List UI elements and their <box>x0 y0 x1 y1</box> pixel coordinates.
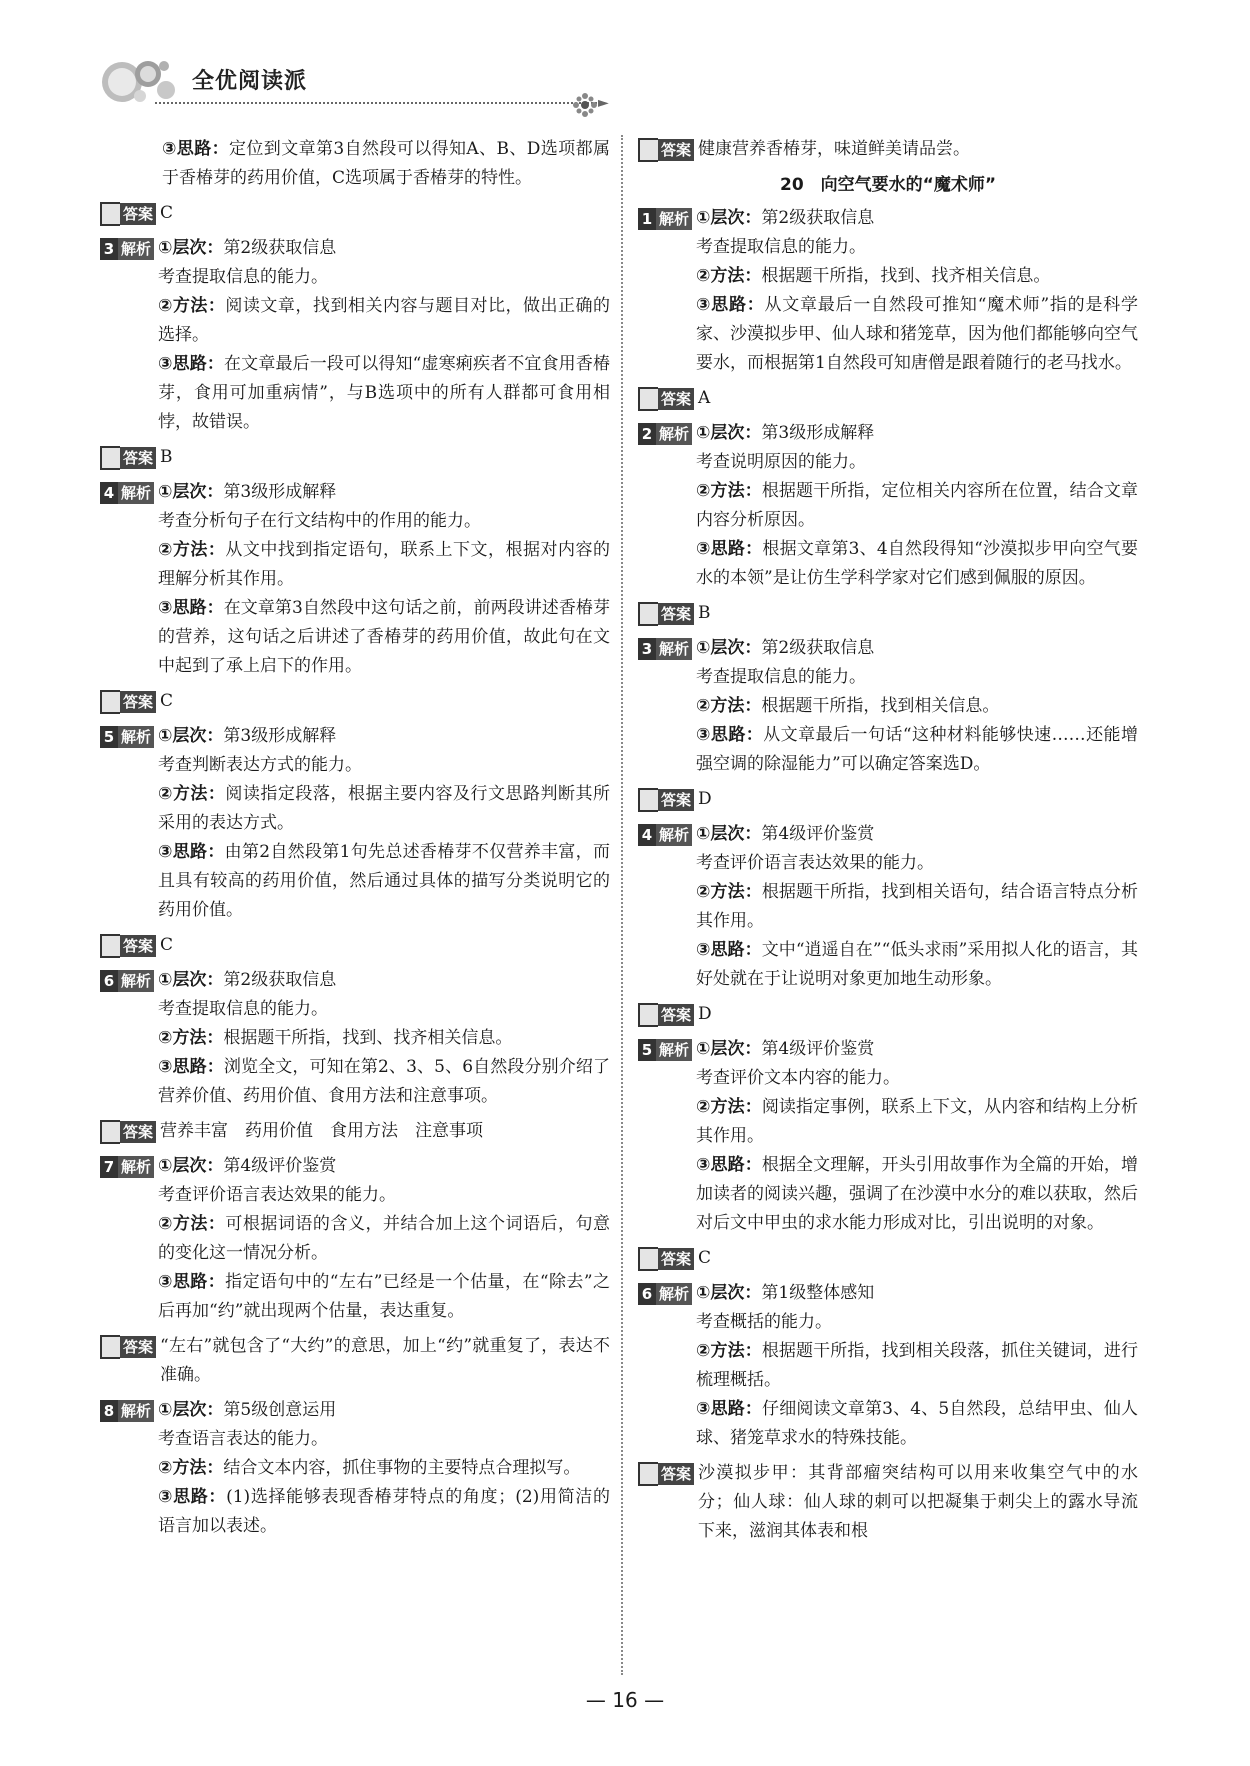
analysis-block <box>100 234 610 437</box>
answer-body <box>160 931 610 960</box>
analysis-line <box>696 1151 1138 1238</box>
line-label: ③思路： <box>696 1155 762 1175</box>
tag-label: 答案 <box>120 203 156 225</box>
line-text: 根据文章第3、4自然段得知“沙漠拟步甲向空气要水的本领”是让仿生学科学家对它们感到佩服的原因。 <box>696 539 1138 588</box>
analysis-line <box>696 634 1138 663</box>
question-number: 2 <box>638 423 656 445</box>
analysis-body <box>696 1035 1138 1238</box>
tag-label: 答案 <box>658 1248 694 1270</box>
answer-block <box>638 1459 1138 1546</box>
answer-tag <box>638 138 694 162</box>
answer-text: B <box>698 603 711 623</box>
answer-text: B <box>160 447 173 467</box>
line-text: 根据题干所指，找到相关信息。 <box>761 696 1000 716</box>
line-text: 考查概括的能力。 <box>696 1312 833 1332</box>
answer-tag <box>638 1462 694 1486</box>
analysis-line <box>696 419 1138 448</box>
analysis-body <box>158 234 610 437</box>
answer-block <box>100 1332 610 1390</box>
line-text: 结合文本内容，抓住事物的主要特点合理拟写。 <box>223 1458 581 1478</box>
line-text: 可根据词语的含义，并结合加上这个词语后，句意的变化这一情况分析。 <box>158 1214 610 1263</box>
tag-label: 解析 <box>656 1283 692 1305</box>
answer-icon <box>100 446 120 470</box>
right-column <box>638 135 1138 1552</box>
answer-body <box>160 1117 610 1146</box>
question-number: 7 <box>100 1156 118 1178</box>
analysis-line <box>696 663 1138 692</box>
question-number: 1 <box>638 208 656 230</box>
analysis-line <box>696 878 1138 936</box>
line-label: ③思路： <box>158 354 225 374</box>
answer-tag <box>100 690 156 714</box>
answer-tag <box>100 934 156 958</box>
analysis-line <box>158 507 610 536</box>
line-text: 第3级形成解释 <box>223 726 337 746</box>
analysis-line <box>158 263 610 292</box>
question-number: 5 <box>100 726 118 748</box>
analysis-block <box>100 478 610 681</box>
line-label: ②方法： <box>696 266 762 286</box>
line-text: 由第2自然段第1句先总述香椿芽不仅营养丰富，而且具有较高的药用价值，然后通过具体的描写分类说明它的药用价值。 <box>158 842 610 920</box>
answer-icon <box>100 202 120 226</box>
line-label: ③思路： <box>696 295 765 315</box>
line-label: ③思路： <box>696 1399 763 1419</box>
analysis-line <box>696 448 1138 477</box>
answer-text: C <box>698 1248 712 1268</box>
question-number: 5 <box>638 1039 656 1061</box>
analysis-body <box>158 478 610 681</box>
column-divider <box>621 135 623 1675</box>
analysis-line <box>158 780 610 838</box>
analysis-line <box>158 1454 610 1483</box>
answer-block <box>638 135 1138 164</box>
tag-label: 答案 <box>120 447 156 469</box>
line-label: ③思路： <box>162 139 229 159</box>
analysis-line <box>696 1093 1138 1151</box>
analysis-line <box>158 1425 610 1454</box>
analysis-line <box>158 1152 610 1181</box>
line-label: ①层次： <box>158 726 224 746</box>
answer-block <box>638 599 1138 628</box>
tag-label: 答案 <box>120 1336 156 1358</box>
analysis-line <box>158 478 610 507</box>
analysis-tag <box>638 422 692 446</box>
analysis-line <box>696 721 1138 779</box>
answer-text: 健康营养香椿芽，味道鲜美请品尝。 <box>698 139 971 159</box>
line-text: 考查提取信息的能力。 <box>696 237 867 257</box>
line-text: 从文章最后一自然段可推知“魔术师”指的是科学家、沙漠拟步甲、仙人球和猪笼草，因为他们都能够向空气要水，而根据第1自然段可知唐僧是跟着随行的老马找水。 <box>696 295 1139 373</box>
answer-body <box>160 199 610 228</box>
analysis-tag <box>638 1038 692 1062</box>
answer-block <box>638 785 1138 814</box>
page-number: — 16 — <box>585 1688 665 1712</box>
tag-label: 答案 <box>120 1121 156 1143</box>
answer-tag <box>100 202 156 226</box>
answer-body <box>698 1000 1138 1029</box>
analysis-line <box>162 135 610 193</box>
analysis-body <box>696 204 1138 378</box>
analysis-body <box>158 1152 610 1326</box>
line-text: 浏览全文，可知在第2、3、5、6自然段分别介绍了营养价值、药用价值、食用方法和注意事项。 <box>158 1057 610 1106</box>
answer-tag <box>638 602 694 626</box>
line-label: ①层次： <box>158 1400 224 1420</box>
line-text: 第2级获取信息 <box>761 638 875 658</box>
question-number: 4 <box>638 824 656 846</box>
answer-text: D <box>698 1004 712 1024</box>
answer-block <box>100 931 610 960</box>
answer-tag <box>638 1003 694 1027</box>
line-text: 仔细阅读文章第3、4、5自然段，总结甲虫、仙人球、猪笼草求水的特殊技能。 <box>696 1399 1138 1448</box>
tag-label: 解析 <box>656 423 692 445</box>
analysis-line <box>158 1483 610 1541</box>
tag-label: 答案 <box>658 603 694 625</box>
answer-icon <box>638 1247 658 1271</box>
analysis-line <box>158 966 610 995</box>
answer-icon <box>638 1003 658 1027</box>
line-text: 第4级评价鉴赏 <box>223 1156 337 1176</box>
analysis-line <box>696 1395 1138 1453</box>
analysis-line <box>158 594 610 681</box>
answer-body <box>698 384 1138 413</box>
line-text: 根据题干所指，找到、找齐相关信息。 <box>223 1028 513 1048</box>
question-number: 4 <box>100 482 118 504</box>
analysis-line <box>696 535 1138 593</box>
analysis-tag <box>100 725 154 749</box>
line-label: ①层次： <box>696 1283 762 1303</box>
header-dotted-line <box>155 102 605 104</box>
analysis-line <box>158 234 610 263</box>
line-text: 第2级获取信息 <box>223 238 337 258</box>
line-label: ②方法： <box>158 1458 224 1478</box>
answer-icon <box>638 1462 658 1486</box>
answer-tag <box>100 446 156 470</box>
line-label: ②方法： <box>696 882 762 902</box>
tag-label: 解析 <box>656 1039 692 1061</box>
line-text: 根据题干所指，找到相关段落，抓住关键词，进行梳理概括。 <box>696 1341 1138 1390</box>
tag-label: 解析 <box>118 238 154 260</box>
question-number: 6 <box>100 970 118 992</box>
line-text: 考查提取信息的能力。 <box>696 667 867 687</box>
line-label: ①层次： <box>696 208 762 228</box>
answer-tag <box>638 788 694 812</box>
answer-body <box>698 1459 1138 1546</box>
analysis-body <box>696 820 1138 994</box>
line-label: ①层次： <box>158 970 224 990</box>
analysis-line <box>696 1279 1138 1308</box>
line-text: 第2级获取信息 <box>223 970 337 990</box>
answer-block <box>638 1000 1138 1029</box>
analysis-line <box>158 838 610 925</box>
line-label: ①层次： <box>696 824 762 844</box>
line-text: 从文中找到指定语句，联系上下文，根据对内容的理解分析其作用。 <box>158 540 610 589</box>
tag-label: 答案 <box>658 789 694 811</box>
line-label: ③思路： <box>696 725 764 745</box>
analysis-line <box>696 849 1138 878</box>
analysis-line <box>158 536 610 594</box>
answer-text: D <box>698 789 712 809</box>
arrow-icon: ► <box>598 95 609 111</box>
tag-label: 答案 <box>120 935 156 957</box>
bubbles-icon <box>100 52 180 107</box>
line-label: ②方法： <box>158 296 226 316</box>
answer-body <box>698 785 1138 814</box>
tag-label: 解析 <box>118 1400 154 1422</box>
answer-icon <box>638 387 658 411</box>
question-number: 6 <box>638 1283 656 1305</box>
tag-label: 解析 <box>656 638 692 660</box>
answer-block <box>100 443 610 472</box>
line-text: 根据全文理解，开头引用故事作为全篇的开始，增加读者的阅读兴趣，强调了在沙漠中水分的难以获取，然后对后文中甲虫的求水能力形成对比，引出说明的对象。 <box>696 1155 1139 1233</box>
analysis-line <box>158 292 610 350</box>
analysis-line <box>696 1308 1138 1337</box>
line-label: ③思路： <box>158 1272 226 1292</box>
line-text: 第2级获取信息 <box>761 208 875 228</box>
analysis-block <box>100 966 610 1111</box>
tag-label: 解析 <box>656 208 692 230</box>
analysis-block <box>638 634 1138 779</box>
analysis-line <box>696 233 1138 262</box>
line-text: 在文章最后一段可以得知“虚寒痢疾者不宜食用香椿芽，食用可加重病情”，与B选项中的所有人群都可食用相悖，故错误。 <box>158 354 610 432</box>
analysis-line <box>696 1337 1138 1395</box>
line-label: ②方法： <box>158 540 226 560</box>
tag-label: 解析 <box>118 482 154 504</box>
answer-text: 营养丰富 药用价值 食用方法 注意事项 <box>160 1121 484 1141</box>
answer-text: 沙漠拟步甲：其背部瘤突结构可以用来收集空气中的水分；仙人球：仙人球的刺可以把凝集于刺尖上的露水导流下来，滋润其体表和根 <box>698 1463 1138 1541</box>
answer-text: C <box>160 935 174 955</box>
line-label: ①层次： <box>158 238 224 258</box>
answer-tag <box>638 1247 694 1271</box>
line-label: ③思路： <box>158 598 224 618</box>
analysis-body <box>158 1396 610 1541</box>
line-text: 文中“逍遥自在”“低头求雨”采用拟人化的语言，其好处就在于让说明对象更加地生动形象。 <box>696 940 1138 989</box>
line-label: ②方法： <box>696 1341 762 1361</box>
analysis-line <box>158 1181 610 1210</box>
line-text: 考查评价语言表达效果的能力。 <box>696 853 935 873</box>
answer-tag <box>100 1335 156 1359</box>
analysis-block <box>100 722 610 925</box>
analysis-line <box>158 1268 610 1326</box>
answer-body <box>160 443 610 472</box>
analysis-line <box>696 477 1138 535</box>
line-label: ②方法： <box>158 784 226 804</box>
answer-text: C <box>160 691 174 711</box>
analysis-line <box>158 995 610 1024</box>
line-label: ②方法： <box>158 1214 226 1234</box>
analysis-line <box>158 1210 610 1268</box>
tag-label: 解析 <box>656 824 692 846</box>
answer-body <box>160 687 610 716</box>
answer-icon <box>100 934 120 958</box>
line-text: 第3级形成解释 <box>223 482 337 502</box>
analysis-tag <box>638 207 692 231</box>
analysis-tag <box>638 1282 692 1306</box>
analysis-line <box>158 1053 610 1111</box>
tag-label: 解析 <box>118 970 154 992</box>
line-label: ②方法： <box>696 1097 762 1117</box>
analysis-line <box>696 936 1138 994</box>
line-text: 第5级创意运用 <box>223 1400 337 1420</box>
line-label: ②方法： <box>696 481 762 501</box>
analysis-block <box>638 820 1138 994</box>
analysis-tag <box>100 969 154 993</box>
brand-title: 全优阅读派 <box>192 69 308 94</box>
line-text: 阅读指定段落，根据主要内容及行文思路判断其所采用的表达方式。 <box>158 784 610 833</box>
question-number: 8 <box>100 1400 118 1422</box>
line-label: ③思路： <box>696 539 763 559</box>
line-text: 第4级评价鉴赏 <box>761 824 875 844</box>
analysis-tag <box>100 481 154 505</box>
line-label: ③思路： <box>696 940 762 960</box>
line-label: ①层次： <box>158 1156 224 1176</box>
analysis-line <box>696 1064 1138 1093</box>
line-text: 考查说明原因的能力。 <box>696 452 867 472</box>
line-text: 第4级评价鉴赏 <box>761 1039 875 1059</box>
line-text: 考查评价语言表达效果的能力。 <box>158 1185 397 1205</box>
analysis-line <box>696 692 1138 721</box>
tag-label: 答案 <box>658 1004 694 1026</box>
tag-label: 解析 <box>118 1156 154 1178</box>
line-text: 阅读指定事例，联系上下文，从内容和结构上分析其作用。 <box>696 1097 1138 1146</box>
line-label: ①层次： <box>696 423 762 443</box>
line-label: ①层次： <box>158 482 224 502</box>
analysis-line <box>158 1396 610 1425</box>
answer-tag <box>100 1120 156 1144</box>
analysis-tag <box>100 1399 154 1423</box>
line-text: 考查语言表达的能力。 <box>158 1429 329 1449</box>
analysis-body <box>158 966 610 1111</box>
answer-icon <box>638 788 658 812</box>
analysis-line <box>696 1035 1138 1064</box>
line-text: 在文章第3自然段中这句话之前，前两段讲述香椿芽的营养，这句话之后讲述了香椿芽的药用价值，故此句在文中起到了承上启下的作用。 <box>158 598 610 676</box>
section-title: 20 向空气要水的“魔术师” <box>779 175 996 195</box>
analysis-block <box>100 1152 610 1326</box>
answer-text: A <box>698 388 711 408</box>
answer-icon <box>638 138 658 162</box>
analysis-tag <box>638 823 692 847</box>
tag-label: 答案 <box>658 388 694 410</box>
tag-label: 答案 <box>658 139 694 161</box>
analysis-body <box>696 419 1138 593</box>
continued-analysis <box>100 135 610 193</box>
analysis-line <box>696 291 1138 378</box>
line-text: 根据题干所指，找到相关语句，结合语言特点分析其作用。 <box>696 882 1138 931</box>
answer-text: C <box>160 203 174 223</box>
analysis-tag <box>100 237 154 261</box>
analysis-block <box>638 419 1138 593</box>
analysis-tag <box>100 1155 154 1179</box>
line-label: ①层次： <box>696 638 762 658</box>
line-text: 阅读文章，找到相关内容与题目对比，做出正确的选择。 <box>158 296 610 345</box>
answer-block <box>638 384 1138 413</box>
analysis-line <box>696 204 1138 233</box>
answer-block <box>100 687 610 716</box>
answer-icon <box>100 1120 120 1144</box>
answer-block <box>638 1244 1138 1273</box>
analysis-line <box>158 350 610 437</box>
analysis-line <box>696 820 1138 849</box>
tag-label: 解析 <box>118 726 154 748</box>
line-text: 考查提取信息的能力。 <box>158 999 329 1019</box>
analysis-tag <box>638 637 692 661</box>
line-text: 第3级形成解释 <box>761 423 875 443</box>
page-header <box>100 52 610 112</box>
analysis-block <box>638 1035 1138 1238</box>
answer-tag <box>638 387 694 411</box>
line-label: ②方法： <box>696 696 762 716</box>
answer-block <box>100 1117 610 1146</box>
line-label: ③思路： <box>158 1487 227 1507</box>
answer-text: “左右”就包含了“大约”的意思，加上“约”就重复了，表达不准确。 <box>160 1336 610 1385</box>
flower-icon <box>570 90 600 120</box>
answer-icon <box>638 602 658 626</box>
line-text: 根据题干所指，找到、找齐相关信息。 <box>761 266 1051 286</box>
question-number: 3 <box>638 638 656 660</box>
line-label: ②方法： <box>158 1028 224 1048</box>
answer-body <box>698 1244 1138 1273</box>
line-text: 第1级整体感知 <box>761 1283 875 1303</box>
answer-body <box>160 1332 610 1390</box>
line-text: 指定语句中的“左右”已经是一个估量，在“除去”之后再加“约”就出现两个估量，表达重复。 <box>158 1272 610 1321</box>
line-text: (1)选择能够表现香椿芽特点的角度；(2)用简洁的语言加以表述。 <box>158 1487 610 1536</box>
analysis-line <box>158 751 610 780</box>
line-label: ③思路： <box>158 1057 224 1077</box>
answer-body <box>698 135 1138 164</box>
analysis-line <box>158 722 610 751</box>
answer-icon <box>100 1335 120 1359</box>
analysis-body <box>696 1279 1138 1453</box>
line-text: 定位到文章第3自然段可以得知A、B、D选项都属于香椿芽的药用价值，C选项属于香椿芽的特性。 <box>162 139 610 188</box>
left-column <box>100 135 610 1547</box>
analysis-line <box>696 262 1138 291</box>
analysis-block <box>638 1279 1138 1453</box>
answer-icon <box>100 690 120 714</box>
analysis-body <box>158 722 610 925</box>
analysis-body <box>162 135 610 193</box>
line-text: 考查分析句子在行文结构中的作用的能力。 <box>158 511 482 531</box>
line-text: 根据题干所指，定位相关内容所在位置，结合文章内容分析原因。 <box>696 481 1138 530</box>
question-number: 3 <box>100 238 118 260</box>
analysis-block <box>100 1396 610 1541</box>
analysis-line <box>158 1024 610 1053</box>
line-text: 从文章最后一句话“这种材料能够快速……还能增强空调的除湿能力”可以确定答案选D。 <box>696 725 1138 774</box>
line-text: 考查评价文本内容的能力。 <box>696 1068 901 1088</box>
tag-label: 答案 <box>120 691 156 713</box>
tag-label: 答案 <box>658 1463 694 1485</box>
line-text: 考查提取信息的能力。 <box>158 267 329 287</box>
analysis-block <box>638 204 1138 378</box>
analysis-body <box>696 634 1138 779</box>
answer-body <box>698 599 1138 628</box>
line-label: ③思路： <box>158 842 225 862</box>
line-text: 考查判断表达方式的能力。 <box>158 755 363 775</box>
answer-block <box>100 199 610 228</box>
line-label: ①层次： <box>696 1039 762 1059</box>
